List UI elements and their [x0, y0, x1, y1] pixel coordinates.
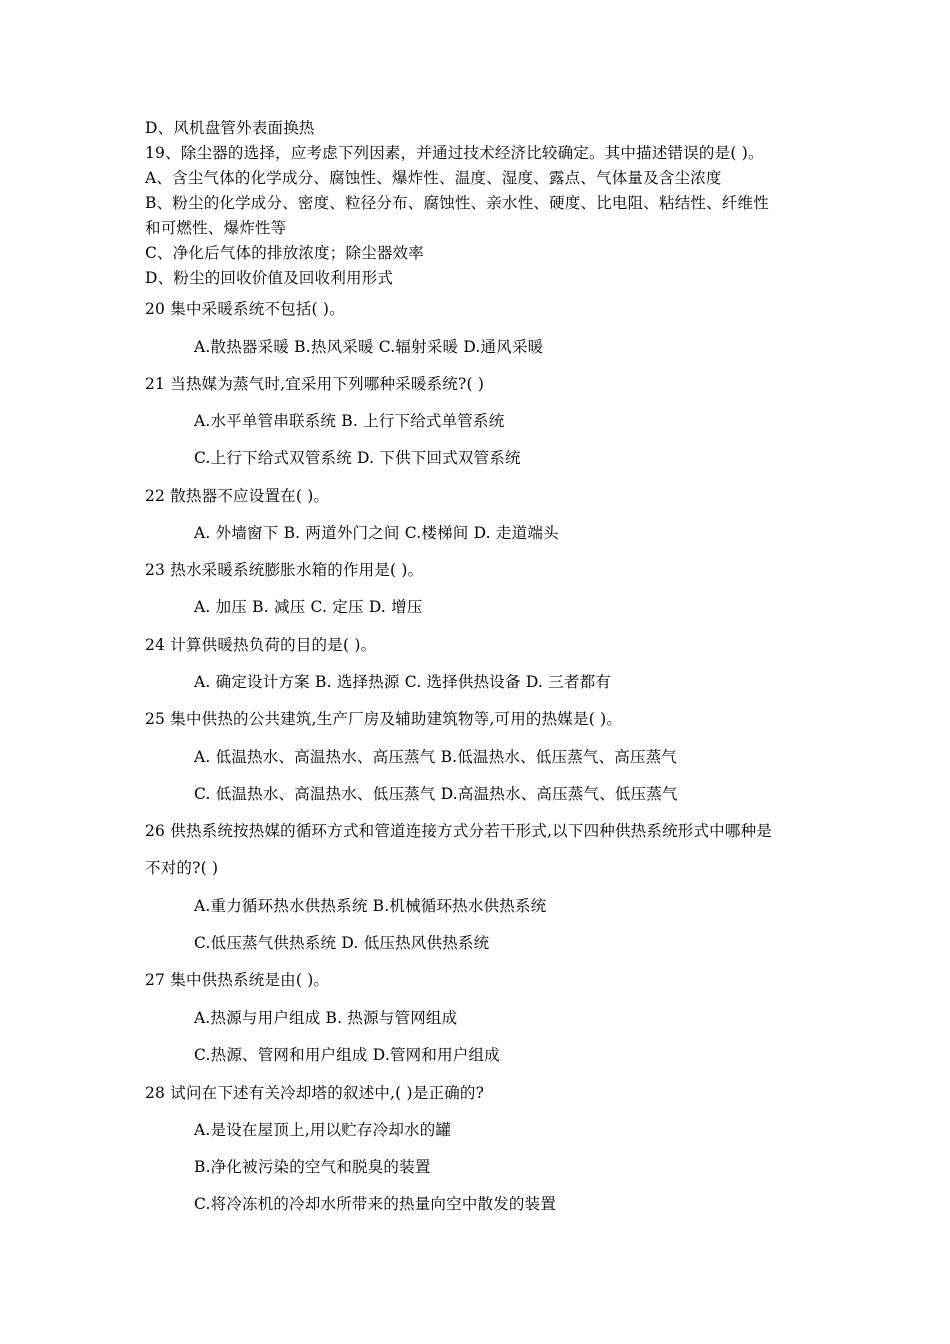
options-26: C.低压蒸气供热系统 D. 低压热风供热系统 — [194, 934, 490, 952]
text-line: B、粉尘的化学成分、密度、粒径分布、腐蚀性、亲水性、硬度、比电阻、粘结性、纤维性 — [145, 194, 769, 212]
options-28: C.将冷冻机的冷却水所带来的热量向空中散发的装置 — [194, 1195, 557, 1213]
options-26: A.重力循环热水供热系统 B.机械循环热水供热系统 — [194, 897, 547, 915]
text-line: A、含尘气体的化学成分、腐蚀性、爆炸性、温度、湿度、露点、气体量及含尘浓度 — [145, 169, 722, 187]
options-28: A.是设在屋顶上,用以贮存冷却水的罐 — [194, 1121, 452, 1139]
text-line: C、净化后气体的排放浓度；除尘器效率 — [145, 244, 424, 262]
options-21: A.水平单管串联系统 B. 上行下给式单管系统 — [194, 412, 505, 430]
question-24: 24 计算供暖热负荷的目的是( )。 — [145, 636, 377, 654]
options-21: C.上行下给式双管系统 D. 下供下回式双管系统 — [194, 449, 521, 467]
question-28: 28 试问在下述有关冷却塔的叙述中,( )是正确的? — [145, 1084, 485, 1102]
options-22: A. 外墙窗下 B. 两道外门之间 C.楼梯间 D. 走道端头 — [194, 524, 559, 542]
question-25: 25 集中供热的公共建筑,生产厂房及辅助建筑物等,可用的热媒是( )。 — [145, 710, 623, 728]
question-21: 21 当热媒为蒸气时,宜采用下列哪种采暖系统?( ) — [145, 375, 485, 393]
options-25: A. 低温热水、高温热水、高压蒸气 B.低温热水、低压蒸气、高压蒸气 — [194, 748, 678, 766]
question-26: 26 供热系统按热媒的循环方式和管道连接方式分若干形式,以下四种供热系统形式中哪种是 — [145, 822, 772, 840]
question-20: 20 集中采暖系统不包括( )。 — [145, 300, 345, 318]
options-28: B.净化被污染的空气和脱臭的装置 — [194, 1158, 431, 1176]
question-22: 22 散热器不应设置在( )。 — [145, 487, 330, 505]
options-24: A. 确定设计方案 B. 选择热源 C. 选择供热设备 D. 三者都有 — [194, 673, 611, 691]
text-line: D、风机盘管外表面换热 — [145, 119, 315, 137]
text-line: 不对的?( ) — [145, 859, 219, 877]
options-23: A. 加压 B. 减压 C. 定压 D. 增压 — [194, 598, 423, 616]
options-27: C.热源、管网和用户组成 D.管网和用户组成 — [194, 1046, 500, 1064]
question-23: 23 热水采暖系统膨胀水箱的作用是( )。 — [145, 561, 424, 579]
options-25: C. 低温热水、高温热水、低压蒸气 D.高温热水、高压蒸气、低压蒸气 — [194, 785, 678, 803]
text-line: D、粉尘的回收价值及回收利用形式 — [145, 269, 394, 287]
question-27: 27 集中供热系统是由( )。 — [145, 971, 330, 989]
text-line: 和可燃性、爆炸性等 — [145, 219, 287, 237]
question-19: 19、除尘器的选择，应考虑下列因素，并通过技术经济比较确定。其中描述错误的是( )。 — [145, 144, 764, 162]
options-27: A.热源与用户组成 B. 热源与管网组成 — [194, 1009, 458, 1027]
options-20: A.散热器采暖 B.热风采暖 C.辐射采暖 D.通风采暖 — [194, 338, 544, 356]
